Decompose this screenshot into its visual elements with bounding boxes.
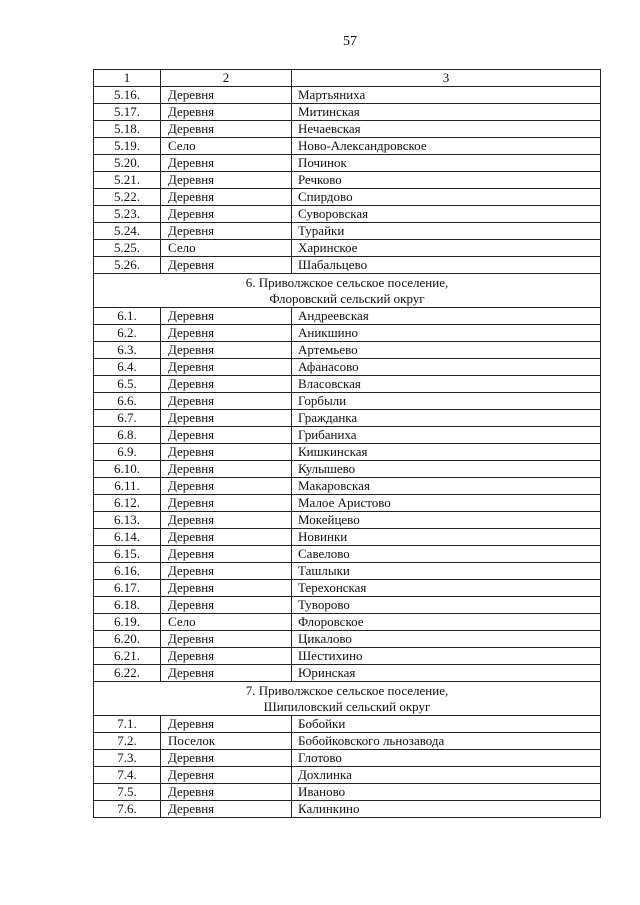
section-heading bbox=[94, 274, 601, 308]
table-row bbox=[94, 563, 601, 580]
table-row bbox=[94, 189, 601, 206]
section-heading-line: 6. Приволжское сельское поселение, bbox=[245, 274, 449, 290]
table-row bbox=[94, 359, 601, 376]
section-heading-row bbox=[94, 682, 601, 716]
row-number-cell: 5.24. bbox=[94, 223, 161, 240]
row-number-cell: 5.20. bbox=[94, 155, 161, 172]
table-row bbox=[94, 87, 601, 104]
table-row bbox=[94, 206, 601, 223]
settlement-type-cell: Деревня bbox=[161, 580, 292, 597]
table-row bbox=[94, 121, 601, 138]
row-number-cell: 7.4. bbox=[94, 767, 161, 784]
settlement-type-cell: Деревня bbox=[161, 206, 292, 223]
table-row bbox=[94, 580, 601, 597]
settlement-name-cell: Бобойковского льнозавода bbox=[292, 733, 601, 750]
column-header-1: 1 bbox=[94, 70, 161, 87]
row-number-cell: 6.22. bbox=[94, 665, 161, 682]
row-number-cell: 7.1. bbox=[94, 716, 161, 733]
settlement-type-cell: Деревня bbox=[161, 87, 292, 104]
row-number-cell: 5.18. bbox=[94, 121, 161, 138]
settlement-type-cell: Деревня bbox=[161, 325, 292, 342]
settlement-name-cell: Савелово bbox=[292, 546, 601, 563]
settlement-type-cell: Деревня bbox=[161, 784, 292, 801]
table-row bbox=[94, 767, 601, 784]
settlement-type-cell: Деревня bbox=[161, 495, 292, 512]
column-header-3: 3 bbox=[292, 70, 601, 87]
settlement-name-cell: Ташлыки bbox=[292, 563, 601, 580]
row-number-cell: 5.25. bbox=[94, 240, 161, 257]
table-row bbox=[94, 529, 601, 546]
settlement-name-cell: Горбыли bbox=[292, 393, 601, 410]
table-body bbox=[94, 70, 601, 818]
settlement-type-cell: Деревня bbox=[161, 359, 292, 376]
row-number-cell: 5.19. bbox=[94, 138, 161, 155]
table-row bbox=[94, 104, 601, 121]
column-header-2: 2 bbox=[161, 70, 292, 87]
settlement-type-cell: Деревня bbox=[161, 529, 292, 546]
table-row bbox=[94, 393, 601, 410]
row-number-cell: 6.21. bbox=[94, 648, 161, 665]
row-number-cell: 6.4. bbox=[94, 359, 161, 376]
table-row bbox=[94, 801, 601, 818]
table-row bbox=[94, 257, 601, 274]
table-row bbox=[94, 614, 601, 631]
row-number-cell: 6.8. bbox=[94, 427, 161, 444]
row-number-cell: 6.20. bbox=[94, 631, 161, 648]
settlement-type-cell: Деревня bbox=[161, 461, 292, 478]
row-number-cell: 6.5. bbox=[94, 376, 161, 393]
settlement-name-cell: Флоровское bbox=[292, 614, 601, 631]
settlement-name-cell: Дохлинка bbox=[292, 767, 601, 784]
settlement-name-cell: Суворовская bbox=[292, 206, 601, 223]
row-number-cell: 6.9. bbox=[94, 444, 161, 461]
row-number-cell: 5.23. bbox=[94, 206, 161, 223]
table-row bbox=[94, 444, 601, 461]
row-number-cell: 5.26. bbox=[94, 257, 161, 274]
settlement-name-cell: Кишкинская bbox=[292, 444, 601, 461]
settlement-type-cell: Деревня bbox=[161, 121, 292, 138]
table-row bbox=[94, 138, 601, 155]
table-row bbox=[94, 733, 601, 750]
settlement-type-cell: Деревня bbox=[161, 189, 292, 206]
column-header-row bbox=[94, 70, 601, 87]
settlement-type-cell: Деревня bbox=[161, 563, 292, 580]
settlement-type-cell: Деревня bbox=[161, 512, 292, 529]
settlement-name-cell: Мартьяниха bbox=[292, 87, 601, 104]
table-row bbox=[94, 512, 601, 529]
settlement-type-cell: Деревня bbox=[161, 257, 292, 274]
row-number-cell: 5.16. bbox=[94, 87, 161, 104]
row-number-cell: 7.2. bbox=[94, 733, 161, 750]
settlement-type-cell: Деревня bbox=[161, 342, 292, 359]
table-row bbox=[94, 461, 601, 478]
settlement-name-cell: Кулышево bbox=[292, 461, 601, 478]
settlement-type-cell: Деревня bbox=[161, 665, 292, 682]
settlement-type-cell: Деревня bbox=[161, 648, 292, 665]
settlement-name-cell: Грибаниха bbox=[292, 427, 601, 444]
row-number-cell: 6.11. bbox=[94, 478, 161, 495]
settlement-type-cell: Деревня bbox=[161, 104, 292, 121]
settlement-name-cell: Шабальцево bbox=[292, 257, 601, 274]
settlement-type-cell: Село bbox=[161, 138, 292, 155]
settlement-name-cell: Терехонская bbox=[292, 580, 601, 597]
settlement-name-cell: Мокейцево bbox=[292, 512, 601, 529]
settlement-type-cell: Деревня bbox=[161, 410, 292, 427]
settlement-name-cell: Аникшино bbox=[292, 325, 601, 342]
settlement-type-cell: Деревня bbox=[161, 444, 292, 461]
row-number-cell: 6.13. bbox=[94, 512, 161, 529]
settlement-name-cell: Артемьево bbox=[292, 342, 601, 359]
settlements-table bbox=[93, 69, 601, 818]
settlement-type-cell: Деревня bbox=[161, 750, 292, 767]
settlement-type-cell: Поселок bbox=[161, 733, 292, 750]
row-number-cell: 6.10. bbox=[94, 461, 161, 478]
settlement-name-cell: Глотово bbox=[292, 750, 601, 767]
row-number-cell: 6.18. bbox=[94, 597, 161, 614]
settlement-name-cell: Гражданка bbox=[292, 410, 601, 427]
settlement-name-cell: Шестихино bbox=[292, 648, 601, 665]
table-row bbox=[94, 240, 601, 257]
settlement-name-cell: Новинки bbox=[292, 529, 601, 546]
settlement-name-cell: Починок bbox=[292, 155, 601, 172]
table-row bbox=[94, 546, 601, 563]
settlement-name-cell: Малое Аристово bbox=[292, 495, 601, 512]
settlement-name-cell: Андреевская bbox=[292, 308, 601, 325]
settlement-type-cell: Деревня bbox=[161, 478, 292, 495]
row-number-cell: 6.16. bbox=[94, 563, 161, 580]
settlement-name-cell: Макаровская bbox=[292, 478, 601, 495]
settlement-name-cell: Митинская bbox=[292, 104, 601, 121]
row-number-cell: 6.19. bbox=[94, 614, 161, 631]
settlement-name-cell: Туворово bbox=[292, 597, 601, 614]
settlement-name-cell: Иваново bbox=[292, 784, 601, 801]
table-row bbox=[94, 376, 601, 393]
settlement-type-cell: Деревня bbox=[161, 427, 292, 444]
table-row bbox=[94, 631, 601, 648]
table-row bbox=[94, 223, 601, 240]
table-row bbox=[94, 155, 601, 172]
settlement-type-cell: Деревня bbox=[161, 546, 292, 563]
row-number-cell: 6.12. bbox=[94, 495, 161, 512]
settlement-name-cell: Власовская bbox=[292, 376, 601, 393]
row-number-cell: 6.14. bbox=[94, 529, 161, 546]
row-number-cell: 7.3. bbox=[94, 750, 161, 767]
settlement-type-cell: Деревня bbox=[161, 376, 292, 393]
settlement-name-cell: Спирдово bbox=[292, 189, 601, 206]
row-number-cell: 5.22. bbox=[94, 189, 161, 206]
section-heading-line: Шипиловский сельский округ bbox=[263, 698, 431, 714]
settlement-name-cell: Харинское bbox=[292, 240, 601, 257]
table-row bbox=[94, 325, 601, 342]
row-number-cell: 6.17. bbox=[94, 580, 161, 597]
table-row bbox=[94, 648, 601, 665]
table-row bbox=[94, 410, 601, 427]
table-row bbox=[94, 342, 601, 359]
table-row bbox=[94, 716, 601, 733]
table-row bbox=[94, 665, 601, 682]
table-row bbox=[94, 750, 601, 767]
section-heading-line: Флоровский сельский округ bbox=[269, 290, 425, 306]
row-number-cell: 6.2. bbox=[94, 325, 161, 342]
settlement-type-cell: Село bbox=[161, 614, 292, 631]
table-row bbox=[94, 308, 601, 325]
row-number-cell: 6.15. bbox=[94, 546, 161, 563]
settlement-type-cell: Деревня bbox=[161, 393, 292, 410]
table-row bbox=[94, 784, 601, 801]
row-number-cell: 7.6. bbox=[94, 801, 161, 818]
settlement-type-cell: Деревня bbox=[161, 716, 292, 733]
section-heading bbox=[94, 682, 601, 716]
row-number-cell: 7.5. bbox=[94, 784, 161, 801]
table-row bbox=[94, 597, 601, 614]
settlement-name-cell: Нечаевская bbox=[292, 121, 601, 138]
settlement-type-cell: Деревня bbox=[161, 767, 292, 784]
section-heading-line: 7. Приволжское сельское поселение, bbox=[245, 682, 449, 698]
settlement-type-cell: Деревня bbox=[161, 631, 292, 648]
table-row bbox=[94, 495, 601, 512]
table-row bbox=[94, 427, 601, 444]
settlement-name-cell: Бобойки bbox=[292, 716, 601, 733]
settlement-name-cell: Цикалово bbox=[292, 631, 601, 648]
settlement-name-cell: Турайки bbox=[292, 223, 601, 240]
row-number-cell: 5.17. bbox=[94, 104, 161, 121]
row-number-cell: 6.1. bbox=[94, 308, 161, 325]
settlement-type-cell: Село bbox=[161, 240, 292, 257]
settlement-type-cell: Деревня bbox=[161, 308, 292, 325]
row-number-cell: 6.6. bbox=[94, 393, 161, 410]
settlement-name-cell: Речково bbox=[292, 172, 601, 189]
page-number: 57 bbox=[343, 34, 357, 49]
settlement-type-cell: Деревня bbox=[161, 597, 292, 614]
section-heading-row bbox=[94, 274, 601, 308]
table-row bbox=[94, 172, 601, 189]
row-number-cell: 5.21. bbox=[94, 172, 161, 189]
row-number-cell: 6.7. bbox=[94, 410, 161, 427]
settlement-name-cell: Калинкино bbox=[292, 801, 601, 818]
table-row bbox=[94, 478, 601, 495]
settlement-type-cell: Деревня bbox=[161, 155, 292, 172]
settlement-name-cell: Ново-Александровское bbox=[292, 138, 601, 155]
row-number-cell: 6.3. bbox=[94, 342, 161, 359]
settlement-name-cell: Афанасово bbox=[292, 359, 601, 376]
settlement-type-cell: Деревня bbox=[161, 801, 292, 818]
settlement-type-cell: Деревня bbox=[161, 223, 292, 240]
settlement-type-cell: Деревня bbox=[161, 172, 292, 189]
settlement-name-cell: Юринская bbox=[292, 665, 601, 682]
